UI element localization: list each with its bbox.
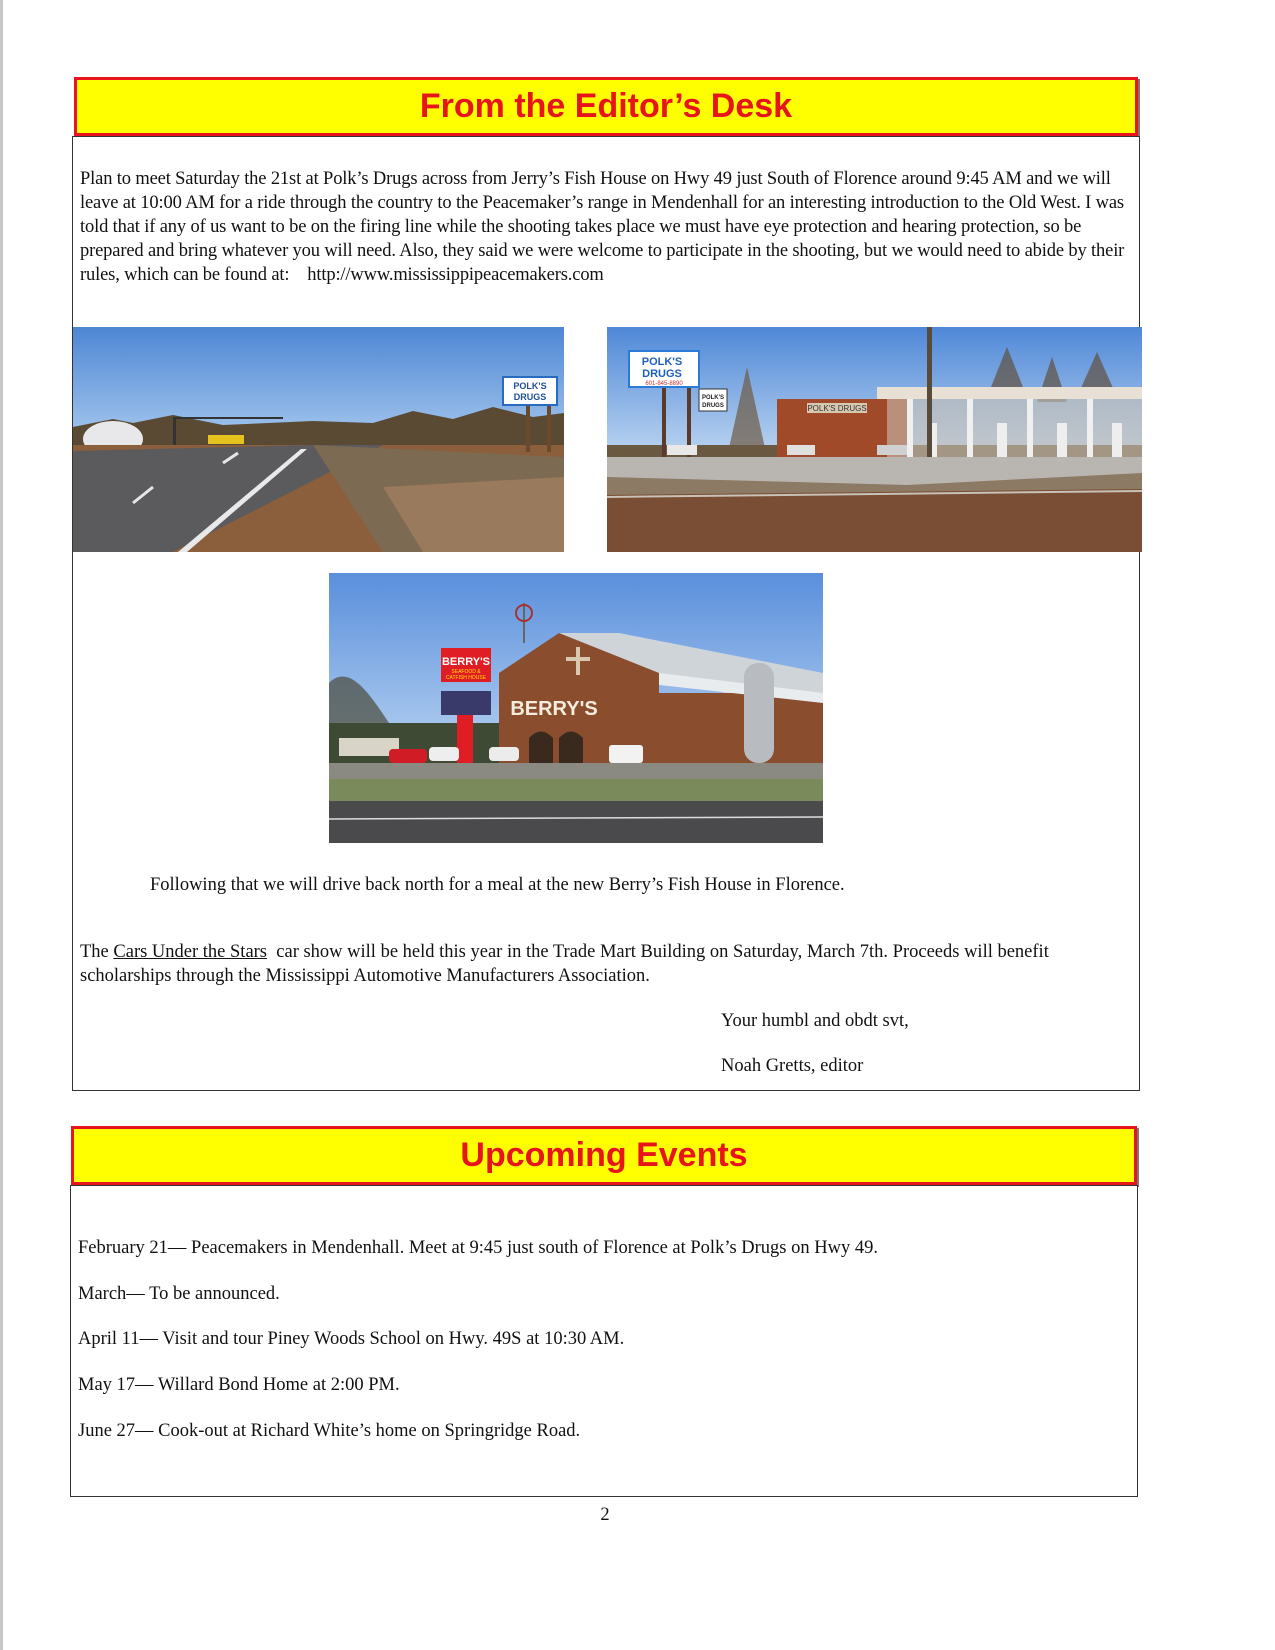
page-number: 2 bbox=[600, 1505, 610, 1525]
car-show-title: Cars Under the Stars bbox=[113, 942, 268, 962]
polks-drugs-photo bbox=[607, 327, 1142, 552]
following-text: Following that we will drive back north for a meal at the new Berry’s Fish House in Florence. bbox=[150, 875, 845, 895]
following-paragraph bbox=[150, 873, 1130, 897]
photo-sign2-line1: POLK'S bbox=[641, 356, 683, 368]
highway-photo bbox=[73, 327, 564, 552]
photo-sign1-line2: DRUGS bbox=[513, 392, 547, 402]
event-item: February 21— Peacemakers in Mendenhall. Meet at 9:45 just south of Florence at Polk’s Drugs on Hwy 49. bbox=[78, 1238, 878, 1258]
photo-sign2-lower2: DRUGS bbox=[702, 403, 724, 409]
photo-berrys-sign: BERRY'S bbox=[441, 656, 491, 668]
photo-berrys-sub2: CATFISH HOUSE bbox=[445, 675, 487, 681]
photo-barn-sign: BERRY'S bbox=[510, 698, 598, 720]
berrys-fish-house-photo bbox=[329, 573, 823, 843]
editor-heading: From the Editor’s Desk bbox=[419, 87, 793, 125]
photo-berrys-sub1: SEAFOOD & bbox=[451, 669, 481, 675]
peacemakers-url[interactable]: http://www.mississippipeacemakers.com bbox=[307, 265, 604, 285]
editor-intro bbox=[80, 167, 1134, 287]
car-show-pre: The bbox=[80, 942, 109, 962]
photo-sign2-line2: DRUGS bbox=[642, 368, 682, 380]
photo-store-sign: POLK'S DRUGS bbox=[807, 404, 867, 413]
editor-intro-text: Plan to meet Saturday the 21st at Polk’s Drugs across from Jerry’s Fish House on Hwy 49 just South of Florence around 9:45 AM and we will leave at 10:00 AM for a ride through the country to the Peacemaker’s range in Mendenhall for an interesting introduction to the Old West. I was told that if any of us want to be on the firing line while the shooting takes place we must have eye protection and hearing protection, so be prepared and bring whatever you will need. Also, they said we were welcome to participate in the shooting, but we would need to abide by their rules, which can be found at: bbox=[80, 169, 1125, 285]
events-heading: Upcoming Events bbox=[460, 1136, 748, 1174]
photo-sign1-line1: POLK'S bbox=[513, 381, 547, 391]
editor-heading-banner bbox=[74, 77, 1138, 136]
page-edge bbox=[0, 0, 3, 1650]
closing-line: Your humbl and obdt svt, bbox=[721, 1011, 909, 1031]
photo-sign2-phone: 601-845-8890 bbox=[645, 381, 683, 387]
events-heading-banner bbox=[71, 1126, 1137, 1185]
car-show-paragraph bbox=[80, 940, 1132, 988]
event-item: May 17— Willard Bond Home at 2:00 PM. bbox=[78, 1375, 400, 1395]
event-item: June 27— Cook-out at Richard White’s home on Springridge Road. bbox=[78, 1421, 581, 1441]
editor-signature: Noah Gretts, editor bbox=[721, 1056, 864, 1076]
photo-sign2-lower1: POLK'S bbox=[701, 395, 725, 401]
event-item: March— To be announced. bbox=[78, 1284, 280, 1304]
event-item: April 11— Visit and tour Piney Woods School on Hwy. 49S at 10:30 AM. bbox=[78, 1329, 625, 1349]
car-show-post: car show will be held this year in the Trade Mart Building on Saturday, March 7th. Proceeds will benefit scholarships through the Mississippi Automotive Manufacturers Association. bbox=[80, 942, 1049, 986]
